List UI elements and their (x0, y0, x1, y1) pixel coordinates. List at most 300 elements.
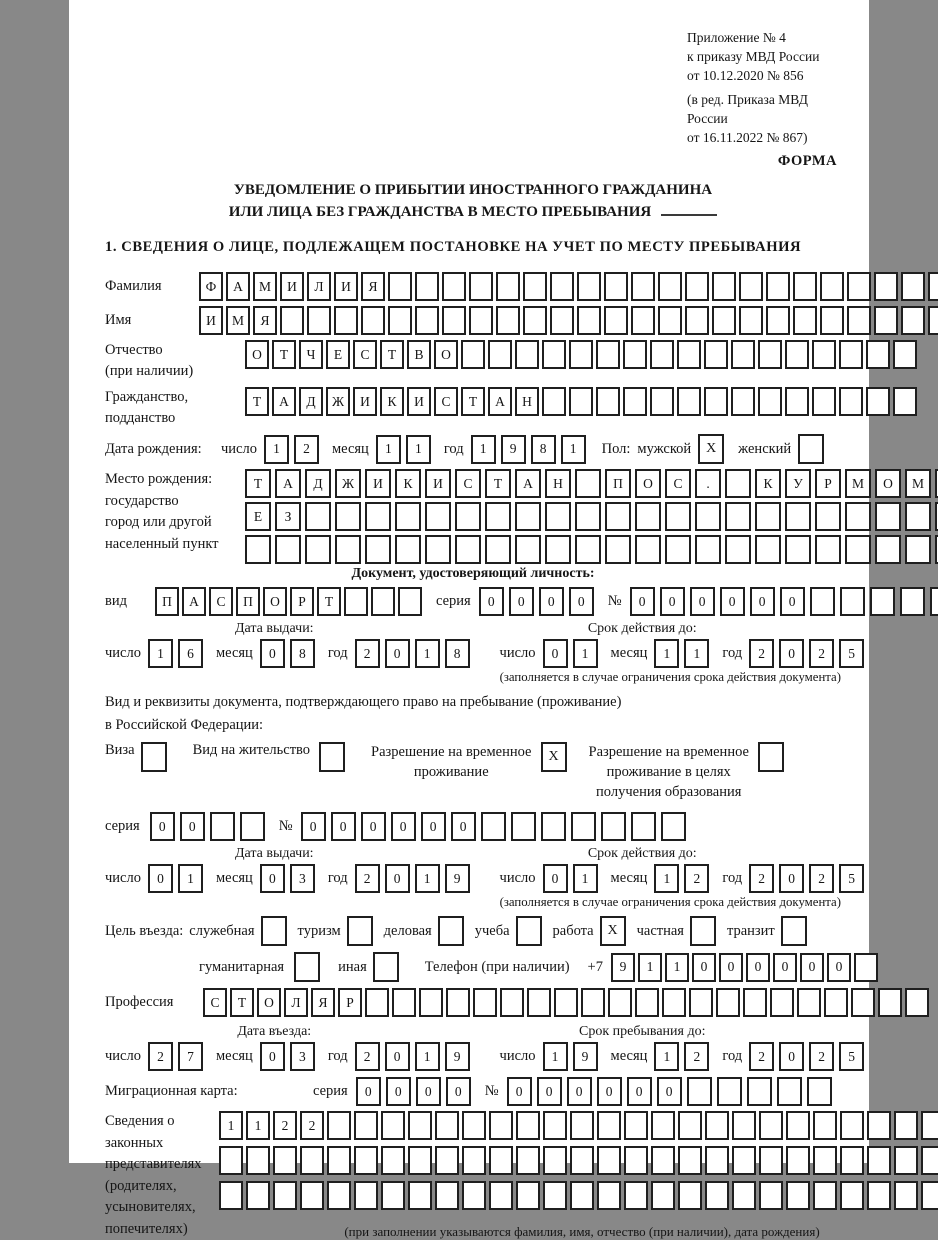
char-cell[interactable]: И (334, 272, 358, 301)
char-cell[interactable] (542, 340, 566, 369)
char-cell[interactable] (601, 812, 626, 841)
char-cell[interactable] (511, 812, 536, 841)
char-cell[interactable]: 2 (148, 1042, 173, 1071)
char-cell[interactable] (365, 988, 389, 1017)
char-cell[interactable] (554, 988, 578, 1017)
char-cell[interactable] (695, 502, 721, 531)
char-cell[interactable]: 0 (779, 639, 804, 668)
char-cell[interactable]: 0 (597, 1077, 622, 1106)
char-cell[interactable] (901, 272, 925, 301)
char-cell[interactable]: Н (515, 387, 539, 416)
char-cell[interactable]: Я (311, 988, 335, 1017)
char-cell[interactable] (813, 1181, 837, 1210)
char-cell[interactable] (473, 988, 497, 1017)
char-cell[interactable]: 1 (246, 1111, 270, 1140)
char-cell[interactable] (712, 306, 736, 335)
char-cell[interactable] (596, 387, 620, 416)
char-cell[interactable] (597, 1181, 621, 1210)
char-cell[interactable] (635, 535, 661, 564)
char-cell[interactable] (875, 535, 901, 564)
char-cell[interactable] (717, 1077, 742, 1106)
char-cell[interactable]: 1 (638, 953, 662, 982)
doc-issue-month-cells[interactable] (260, 639, 315, 668)
char-cell[interactable] (840, 1146, 864, 1175)
char-cell[interactable] (631, 812, 656, 841)
char-cell[interactable] (705, 1111, 729, 1140)
char-cell[interactable] (665, 502, 691, 531)
purpose-study-checkbox[interactable] (516, 916, 542, 946)
stay-month-cells[interactable] (654, 1042, 709, 1071)
char-cell[interactable]: 0 (750, 587, 775, 616)
char-cell[interactable]: 2 (300, 1111, 324, 1140)
char-cell[interactable]: 1 (415, 1042, 440, 1071)
char-cell[interactable] (851, 988, 875, 1017)
char-cell[interactable] (570, 1181, 594, 1210)
char-cell[interactable] (516, 1146, 540, 1175)
char-cell[interactable] (354, 1111, 378, 1140)
char-cell[interactable]: 0 (260, 639, 285, 668)
char-cell[interactable]: 0 (773, 953, 797, 982)
char-cell[interactable]: М (845, 469, 871, 498)
char-cell[interactable] (650, 387, 674, 416)
char-cell[interactable]: 1 (654, 864, 679, 893)
char-cell[interactable] (469, 306, 493, 335)
char-cell[interactable]: 0 (537, 1077, 562, 1106)
birth-place-cells-row1[interactable] (245, 469, 938, 498)
char-cell[interactable]: 2 (294, 435, 319, 464)
char-cell[interactable] (489, 1111, 513, 1140)
char-cell[interactable]: 0 (690, 587, 715, 616)
char-cell[interactable]: 2 (749, 639, 774, 668)
char-cell[interactable] (739, 306, 763, 335)
char-cell[interactable]: 1 (654, 1042, 679, 1071)
char-cell[interactable]: 9 (501, 435, 526, 464)
doc-expiry-day-cells[interactable] (543, 639, 598, 668)
char-cell[interactable] (867, 1146, 891, 1175)
char-cell[interactable] (810, 587, 835, 616)
char-cell[interactable] (905, 535, 931, 564)
char-cell[interactable]: К (380, 387, 404, 416)
char-cell[interactable] (575, 535, 601, 564)
char-cell[interactable] (894, 1111, 918, 1140)
char-cell[interactable] (893, 387, 917, 416)
char-cell[interactable]: 0 (569, 587, 594, 616)
char-cell[interactable]: 8 (531, 435, 556, 464)
char-cell[interactable] (820, 272, 844, 301)
char-cell[interactable] (455, 502, 481, 531)
char-cell[interactable] (605, 535, 631, 564)
char-cell[interactable] (820, 306, 844, 335)
surname-cells[interactable] (199, 272, 938, 301)
char-cell[interactable] (725, 535, 751, 564)
doc-expiry-month-cells[interactable] (654, 639, 709, 668)
char-cell[interactable] (900, 587, 925, 616)
char-cell[interactable] (651, 1181, 675, 1210)
char-cell[interactable] (381, 1146, 405, 1175)
birth-place-cells-row2[interactable] (245, 502, 938, 531)
char-cell[interactable]: Р (290, 587, 314, 616)
char-cell[interactable] (839, 387, 863, 416)
char-cell[interactable] (731, 387, 755, 416)
char-cell[interactable]: Я (253, 306, 277, 335)
char-cell[interactable] (577, 272, 601, 301)
char-cell[interactable]: 0 (356, 1077, 381, 1106)
char-cell[interactable]: И (425, 469, 451, 498)
sex-male-checkbox[interactable]: X (698, 434, 724, 464)
char-cell[interactable] (755, 535, 781, 564)
char-cell[interactable] (785, 535, 811, 564)
char-cell[interactable] (481, 812, 506, 841)
char-cell[interactable] (605, 502, 631, 531)
char-cell[interactable]: Т (461, 387, 485, 416)
char-cell[interactable]: Т (317, 587, 341, 616)
char-cell[interactable]: 0 (386, 1077, 411, 1106)
char-cell[interactable] (770, 988, 794, 1017)
char-cell[interactable] (419, 988, 443, 1017)
char-cell[interactable]: Т (380, 340, 404, 369)
char-cell[interactable] (354, 1146, 378, 1175)
char-cell[interactable]: 2 (749, 1042, 774, 1071)
char-cell[interactable] (705, 1181, 729, 1210)
char-cell[interactable] (575, 469, 601, 498)
char-cell[interactable] (766, 306, 790, 335)
char-cell[interactable] (461, 340, 485, 369)
char-cell[interactable] (650, 340, 674, 369)
char-cell[interactable] (442, 306, 466, 335)
residence-permit-checkbox[interactable] (319, 742, 345, 772)
char-cell[interactable] (489, 1146, 513, 1175)
char-cell[interactable] (623, 340, 647, 369)
char-cell[interactable]: 2 (355, 864, 380, 893)
char-cell[interactable] (550, 306, 574, 335)
char-cell[interactable] (527, 988, 551, 1017)
char-cell[interactable] (541, 812, 566, 841)
char-cell[interactable] (435, 1111, 459, 1140)
char-cell[interactable] (758, 387, 782, 416)
char-cell[interactable]: 2 (809, 639, 834, 668)
char-cell[interactable]: 1 (654, 639, 679, 668)
char-cell[interactable]: 0 (421, 812, 446, 841)
char-cell[interactable] (893, 340, 917, 369)
char-cell[interactable] (354, 1181, 378, 1210)
char-cell[interactable] (489, 1181, 513, 1210)
char-cell[interactable] (739, 272, 763, 301)
char-cell[interactable] (273, 1181, 297, 1210)
char-cell[interactable] (515, 535, 541, 564)
legal-reps-cells-row3[interactable] (219, 1181, 938, 1210)
char-cell[interactable]: 0 (385, 639, 410, 668)
char-cell[interactable] (785, 340, 809, 369)
birth-day-cells[interactable] (264, 435, 319, 464)
char-cell[interactable] (327, 1146, 351, 1175)
char-cell[interactable] (545, 502, 571, 531)
char-cell[interactable]: 2 (273, 1111, 297, 1140)
char-cell[interactable]: 1 (219, 1111, 243, 1140)
char-cell[interactable]: 2 (684, 1042, 709, 1071)
char-cell[interactable] (388, 272, 412, 301)
char-cell[interactable] (867, 1111, 891, 1140)
char-cell[interactable]: 1 (148, 639, 173, 668)
char-cell[interactable] (275, 535, 301, 564)
char-cell[interactable]: Д (299, 387, 323, 416)
char-cell[interactable]: М (226, 306, 250, 335)
char-cell[interactable]: Т (230, 988, 254, 1017)
char-cell[interactable]: 0 (720, 587, 745, 616)
residence-expiry-day-cells[interactable] (543, 864, 598, 893)
char-cell[interactable] (878, 988, 902, 1017)
char-cell[interactable] (847, 306, 871, 335)
char-cell[interactable]: 0 (260, 864, 285, 893)
char-cell[interactable] (523, 306, 547, 335)
char-cell[interactable] (658, 306, 682, 335)
char-cell[interactable] (921, 1111, 938, 1140)
birth-place-cells-row3[interactable] (245, 535, 938, 564)
residence-issue-month-cells[interactable] (260, 864, 315, 893)
char-cell[interactable] (485, 535, 511, 564)
char-cell[interactable] (604, 306, 628, 335)
char-cell[interactable] (307, 306, 331, 335)
char-cell[interactable] (543, 1111, 567, 1140)
char-cell[interactable]: К (395, 469, 421, 498)
char-cell[interactable]: 0 (543, 864, 568, 893)
char-cell[interactable] (759, 1146, 783, 1175)
char-cell[interactable]: С (665, 469, 691, 498)
char-cell[interactable] (928, 306, 938, 335)
char-cell[interactable]: П (236, 587, 260, 616)
char-cell[interactable] (678, 1111, 702, 1140)
char-cell[interactable] (777, 1077, 802, 1106)
char-cell[interactable]: И (353, 387, 377, 416)
char-cell[interactable] (570, 1111, 594, 1140)
char-cell[interactable] (930, 587, 938, 616)
char-cell[interactable]: . (695, 469, 721, 498)
birth-year-cells[interactable] (471, 435, 586, 464)
char-cell[interactable] (743, 988, 767, 1017)
char-cell[interactable]: 0 (827, 953, 851, 982)
char-cell[interactable]: 0 (660, 587, 685, 616)
char-cell[interactable] (596, 340, 620, 369)
char-cell[interactable] (732, 1181, 756, 1210)
char-cell[interactable] (344, 587, 368, 616)
char-cell[interactable]: А (272, 387, 296, 416)
temporary-residence-checkbox[interactable]: X (541, 742, 567, 772)
char-cell[interactable] (866, 340, 890, 369)
char-cell[interactable] (874, 272, 898, 301)
char-cell[interactable]: 1 (178, 864, 203, 893)
char-cell[interactable]: 5 (839, 1042, 864, 1071)
char-cell[interactable]: 3 (290, 1042, 315, 1071)
char-cell[interactable]: 1 (415, 864, 440, 893)
char-cell[interactable] (786, 1146, 810, 1175)
char-cell[interactable] (624, 1181, 648, 1210)
char-cell[interactable] (695, 535, 721, 564)
char-cell[interactable] (786, 1111, 810, 1140)
char-cell[interactable] (219, 1181, 243, 1210)
residence-expiry-year-cells[interactable] (749, 864, 864, 893)
char-cell[interactable]: Я (361, 272, 385, 301)
char-cell[interactable] (442, 272, 466, 301)
char-cell[interactable]: Р (815, 469, 841, 498)
char-cell[interactable] (515, 340, 539, 369)
char-cell[interactable]: А (182, 587, 206, 616)
char-cell[interactable] (870, 587, 895, 616)
char-cell[interactable]: Л (284, 988, 308, 1017)
char-cell[interactable]: 1 (376, 435, 401, 464)
char-cell[interactable]: 9 (573, 1042, 598, 1071)
char-cell[interactable]: С (209, 587, 233, 616)
char-cell[interactable]: О (434, 340, 458, 369)
char-cell[interactable]: О (635, 469, 661, 498)
char-cell[interactable]: 9 (445, 1042, 470, 1071)
entry-day-cells[interactable] (148, 1042, 203, 1071)
char-cell[interactable] (395, 502, 421, 531)
char-cell[interactable] (687, 1077, 712, 1106)
char-cell[interactable]: М (905, 469, 931, 498)
doc-issue-day-cells[interactable] (148, 639, 203, 668)
char-cell[interactable] (866, 387, 890, 416)
char-cell[interactable] (928, 272, 938, 301)
char-cell[interactable]: 0 (361, 812, 386, 841)
char-cell[interactable] (725, 502, 751, 531)
char-cell[interactable]: И (280, 272, 304, 301)
char-cell[interactable] (543, 1146, 567, 1175)
purpose-work-checkbox[interactable]: X (600, 916, 626, 946)
char-cell[interactable] (661, 812, 686, 841)
char-cell[interactable] (516, 1111, 540, 1140)
char-cell[interactable]: 0 (260, 1042, 285, 1071)
char-cell[interactable] (631, 272, 655, 301)
char-cell[interactable]: 0 (479, 587, 504, 616)
char-cell[interactable] (840, 1181, 864, 1210)
char-cell[interactable] (569, 387, 593, 416)
char-cell[interactable] (847, 272, 871, 301)
char-cell[interactable] (905, 988, 929, 1017)
char-cell[interactable] (665, 535, 691, 564)
migration-series-cells[interactable] (356, 1077, 471, 1106)
char-cell[interactable]: 0 (385, 1042, 410, 1071)
char-cell[interactable] (651, 1111, 675, 1140)
char-cell[interactable]: Е (245, 502, 271, 531)
char-cell[interactable] (624, 1111, 648, 1140)
char-cell[interactable]: Ж (326, 387, 350, 416)
char-cell[interactable]: 0 (779, 864, 804, 893)
char-cell[interactable] (365, 502, 391, 531)
legal-reps-cells-row2[interactable] (219, 1146, 938, 1175)
char-cell[interactable]: О (263, 587, 287, 616)
char-cell[interactable] (631, 306, 655, 335)
char-cell[interactable] (516, 1181, 540, 1210)
char-cell[interactable]: 0 (627, 1077, 652, 1106)
char-cell[interactable] (408, 1181, 432, 1210)
char-cell[interactable] (623, 387, 647, 416)
purpose-humanitarian-checkbox[interactable] (294, 952, 320, 982)
char-cell[interactable] (604, 272, 628, 301)
char-cell[interactable] (785, 387, 809, 416)
char-cell[interactable] (678, 1146, 702, 1175)
char-cell[interactable] (210, 812, 235, 841)
char-cell[interactable]: 0 (385, 864, 410, 893)
char-cell[interactable] (515, 502, 541, 531)
char-cell[interactable] (854, 953, 878, 982)
doc-series-cells[interactable] (479, 587, 594, 616)
char-cell[interactable]: С (353, 340, 377, 369)
char-cell[interactable]: 0 (746, 953, 770, 982)
char-cell[interactable]: 9 (611, 953, 635, 982)
char-cell[interactable] (704, 387, 728, 416)
char-cell[interactable] (408, 1111, 432, 1140)
char-cell[interactable]: П (155, 587, 179, 616)
char-cell[interactable] (812, 387, 836, 416)
char-cell[interactable]: 0 (451, 812, 476, 841)
char-cell[interactable]: М (253, 272, 277, 301)
profession-cells[interactable] (203, 988, 929, 1017)
char-cell[interactable]: А (515, 469, 541, 498)
char-cell[interactable] (388, 306, 412, 335)
char-cell[interactable]: 9 (445, 864, 470, 893)
char-cell[interactable] (840, 1111, 864, 1140)
char-cell[interactable] (446, 988, 470, 1017)
char-cell[interactable] (716, 988, 740, 1017)
char-cell[interactable] (305, 502, 331, 531)
char-cell[interactable] (758, 340, 782, 369)
char-cell[interactable]: 0 (301, 812, 326, 841)
char-cell[interactable]: О (245, 340, 269, 369)
char-cell[interactable] (759, 1111, 783, 1140)
char-cell[interactable] (894, 1146, 918, 1175)
char-cell[interactable]: 1 (264, 435, 289, 464)
residence-series-cells[interactable] (150, 812, 265, 841)
char-cell[interactable] (677, 387, 701, 416)
char-cell[interactable]: 2 (809, 864, 834, 893)
char-cell[interactable] (500, 988, 524, 1017)
phone-cells[interactable] (611, 953, 878, 982)
citizenship-cells[interactable] (245, 387, 917, 416)
char-cell[interactable] (797, 988, 821, 1017)
char-cell[interactable] (335, 502, 361, 531)
char-cell[interactable]: 0 (539, 587, 564, 616)
stay-year-cells[interactable] (749, 1042, 864, 1071)
char-cell[interactable] (685, 272, 709, 301)
char-cell[interactable]: 8 (445, 639, 470, 668)
char-cell[interactable] (845, 502, 871, 531)
char-cell[interactable] (462, 1181, 486, 1210)
char-cell[interactable] (523, 272, 547, 301)
char-cell[interactable] (921, 1181, 938, 1210)
char-cell[interactable]: 2 (684, 864, 709, 893)
char-cell[interactable] (905, 502, 931, 531)
char-cell[interactable] (678, 1181, 702, 1210)
char-cell[interactable]: 0 (543, 639, 568, 668)
char-cell[interactable]: В (407, 340, 431, 369)
char-cell[interactable] (635, 988, 659, 1017)
char-cell[interactable] (300, 1146, 324, 1175)
legal-reps-cells-row1[interactable] (219, 1111, 938, 1140)
char-cell[interactable]: Ч (299, 340, 323, 369)
char-cell[interactable]: Ф (199, 272, 223, 301)
char-cell[interactable]: О (875, 469, 901, 498)
char-cell[interactable]: 1 (415, 639, 440, 668)
char-cell[interactable] (725, 469, 751, 498)
char-cell[interactable] (575, 502, 601, 531)
char-cell[interactable] (755, 502, 781, 531)
purpose-private-checkbox[interactable] (690, 916, 716, 946)
char-cell[interactable] (435, 1146, 459, 1175)
char-cell[interactable] (300, 1181, 324, 1210)
char-cell[interactable]: Р (338, 988, 362, 1017)
char-cell[interactable] (732, 1146, 756, 1175)
char-cell[interactable] (335, 535, 361, 564)
char-cell[interactable]: 0 (180, 812, 205, 841)
